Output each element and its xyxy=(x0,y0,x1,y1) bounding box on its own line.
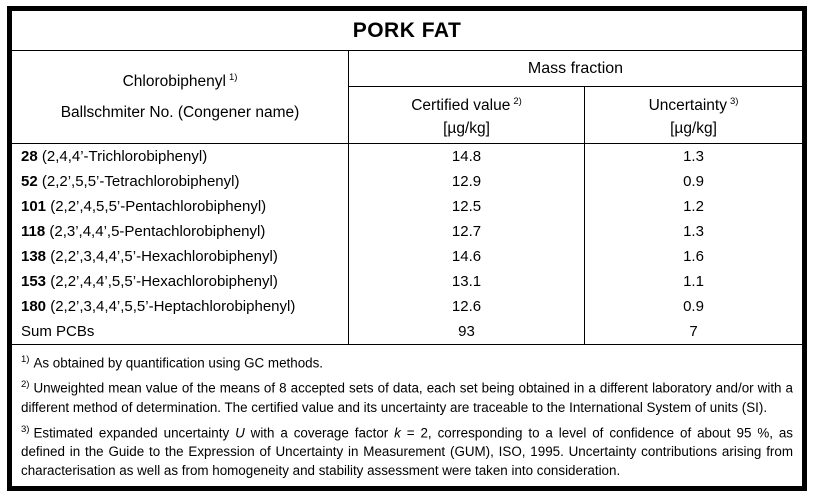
table-header xyxy=(12,51,802,144)
footnote-ref-3: 3) xyxy=(729,95,739,107)
column-header-uncertainty xyxy=(584,87,802,143)
uncertainty-cell: 1.3 xyxy=(584,219,802,244)
certified-cell: 93 xyxy=(348,319,584,344)
congener-cell: 180 (2,2’,3,4,4’,5,5’-Heptachlorobiphenyl) xyxy=(21,298,296,315)
footnote-2-marker: 2) xyxy=(21,379,30,391)
page-title: PORK FAT xyxy=(12,11,802,51)
congener-cell: 101 (2,2’,4,5,5’-Pentachlorobiphenyl) xyxy=(21,198,267,215)
certified-cell: 12.7 xyxy=(348,219,584,244)
table-row xyxy=(12,169,802,194)
column-header-chlorobiphenyl xyxy=(12,51,348,143)
certified-cell: 14.8 xyxy=(348,144,584,169)
certified-value-unit: [µg/kg] xyxy=(443,120,490,138)
congener-cell: Sum PCBs xyxy=(21,323,95,340)
footnote-3-marker: 3) xyxy=(21,423,30,435)
column-header-certified-value xyxy=(348,87,584,143)
uncertainty-cell: 1.2 xyxy=(584,194,802,219)
table-body xyxy=(12,144,802,345)
table-row xyxy=(12,194,802,219)
certified-cell: 12.5 xyxy=(348,194,584,219)
table-row xyxy=(12,269,802,294)
footnote-1 xyxy=(21,350,793,372)
congener-cell: 138 (2,2’,3,4,4’,5’-Hexachlorobiphenyl) xyxy=(21,248,278,265)
uncertainty-label: Uncertainty $^{3)}$ xyxy=(648,95,739,115)
column-header-mass-fraction: Mass fraction xyxy=(348,51,802,87)
uncertainty-cell: 1.1 xyxy=(584,269,802,294)
footnotes xyxy=(12,345,802,480)
footnote-3 xyxy=(21,420,793,480)
congener-cell: 118 (2,3’,4,4’,5-Pentachlorobiphenyl) xyxy=(21,223,266,240)
footnote-2 xyxy=(21,375,793,416)
uncertainty-cell: 1.6 xyxy=(584,244,802,269)
table-row xyxy=(12,144,802,169)
certificate-table xyxy=(7,6,807,491)
uncertainty-cell: 7 xyxy=(584,319,802,344)
uncertainty-unit: [µg/kg] xyxy=(670,120,717,138)
footnote-3-text: Estimated expanded uncertainty U with a coverage factor k = 2, corresponding to a level of confidence of about 95 %, as defined in the Guide to the Expression of Uncertainty in Measurement (GUM), ISO, 1995. Uncertainty contributions arising from characterisation as well as from homogeneity and stability assessment were taken into consideration. xyxy=(21,425,793,479)
footnote-1-marker: 1) xyxy=(21,354,30,365)
symbol-k: k xyxy=(394,425,401,441)
certified-cell: 13.1 xyxy=(348,269,584,294)
footnote-ref-2: 2) xyxy=(513,95,522,107)
certified-cell: 12.9 xyxy=(348,169,584,194)
congener-cell: 28 (2,4,4’-Trichlorobiphenyl) xyxy=(21,148,208,165)
table-row xyxy=(12,244,802,269)
symbol-U: U xyxy=(235,425,245,441)
congener-cell: 52 (2,2’,5,5’-Tetrachlorobiphenyl) xyxy=(21,173,240,190)
uncertainty-cell: 0.9 xyxy=(584,169,802,194)
table-row xyxy=(12,219,802,244)
table-row-sum-pcbs xyxy=(12,319,802,344)
footnote-ref-1: 1) xyxy=(228,71,238,83)
footnote-2-text: Unweighted mean value of the means of 8 accepted sets of data, each set being obtained in a different laboratory and/or with a different method of determination. The certified value and its uncertainty are traceable to the International System of units (SI). xyxy=(21,380,793,415)
table-row xyxy=(12,294,802,319)
ballschmiter-label: Ballschmiter No. (Congener name) xyxy=(60,104,300,122)
congener-cell: 153 (2,2’,4,4’,5,5’-Hexachlorobiphenyl) xyxy=(21,273,278,290)
certified-cell: 12.6 xyxy=(348,294,584,319)
uncertainty-cell: 1.3 xyxy=(584,144,802,169)
certified-cell: 14.6 xyxy=(348,244,584,269)
chlorobiphenyl-label: Chlorobiphenyl $^{1)}$ xyxy=(122,71,238,91)
footnote-1-text: As obtained by quantification using GC methods. xyxy=(33,355,324,371)
uncertainty-cell: 0.9 xyxy=(584,294,802,319)
certified-value-label: Certified value $^{2)}$ xyxy=(411,95,522,115)
